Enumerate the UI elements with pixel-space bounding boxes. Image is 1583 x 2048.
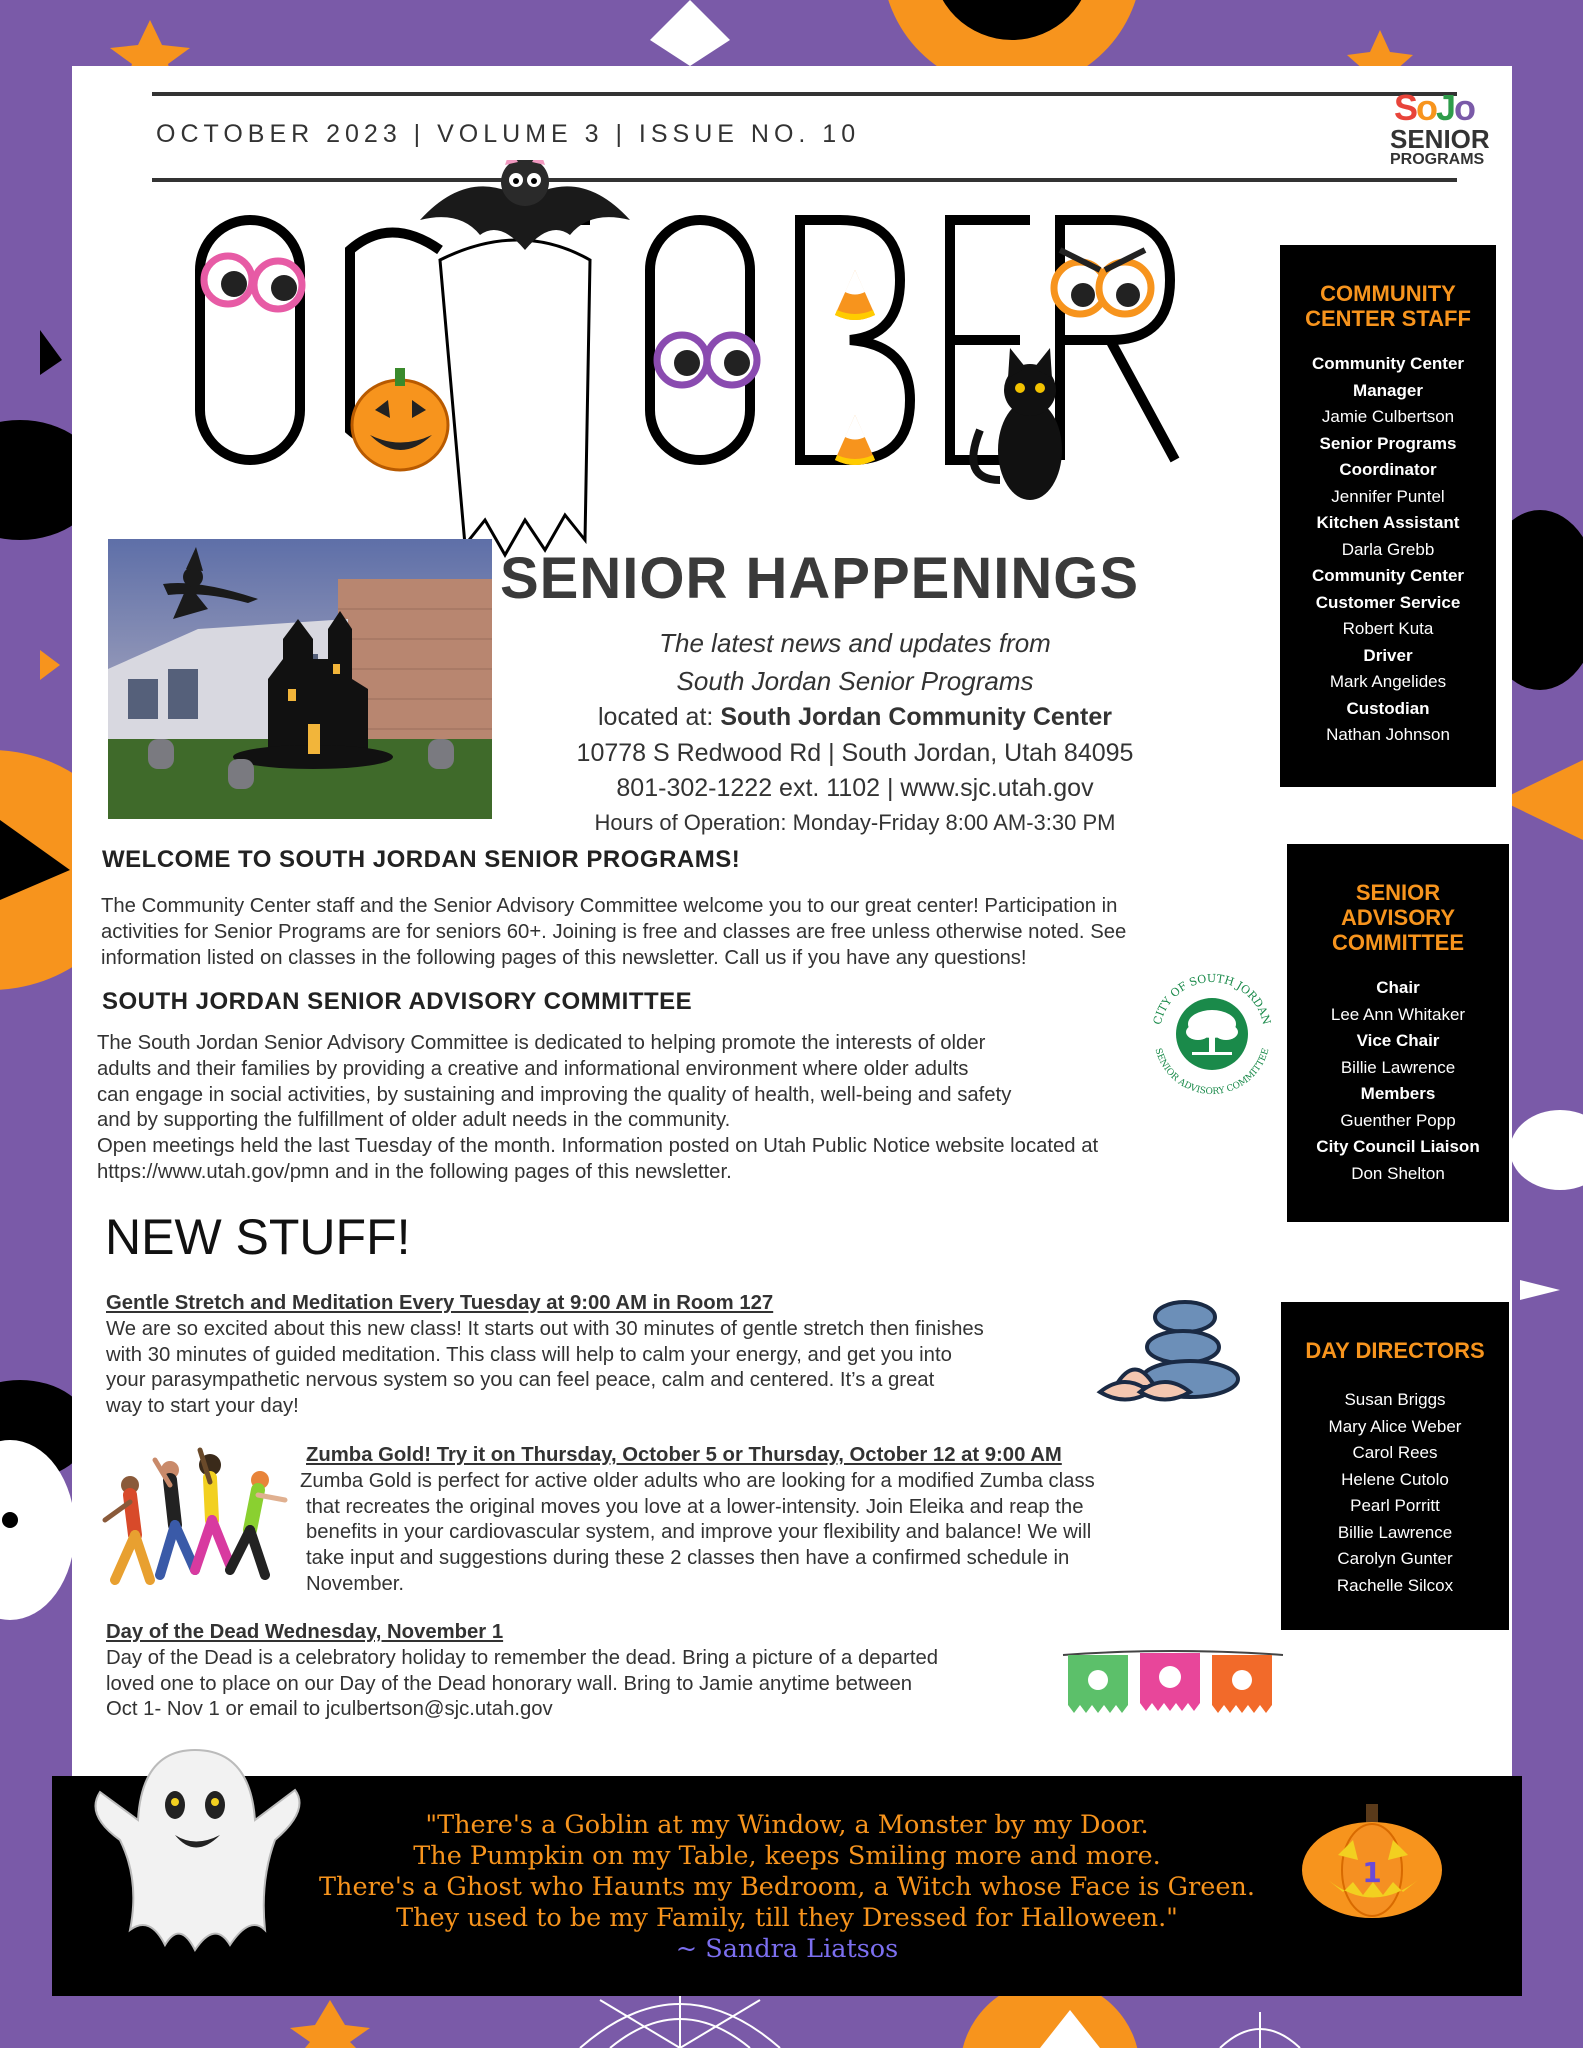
- sidebar-role: City Council Liaison: [1316, 1137, 1480, 1156]
- welcome-body: [101, 894, 1126, 971]
- header-top-rule: [152, 92, 1457, 96]
- item-line: way to start your day!: [106, 1395, 299, 1418]
- senior-happenings-title: SENIOR HAPPENINGS: [500, 546, 1139, 611]
- sidebar-role: Coordinator: [1339, 460, 1437, 479]
- staff-title-line: COMMUNITY: [1320, 281, 1456, 306]
- welcome-line: activities for Senior Programs are for seniors 60+. Joining is free and classes are free unless otherwise noted. See: [101, 920, 1127, 943]
- sidebar-person: Lee Ann Whitaker: [1330, 1004, 1466, 1024]
- sidebar-role: Manager: [1353, 380, 1423, 400]
- hours-line: Hours of Operation: Monday-Friday 8:00 AM-3:30 PM: [594, 810, 1116, 835]
- item-line: Oct 1- Nov 1 or email to jculbertson@sjc.utah.gov: [106, 1698, 553, 1721]
- seal-top-text: CITY OF SOUTH JORDAN: [1150, 971, 1274, 1027]
- sidebar-person: Don Shelton: [1351, 1163, 1445, 1183]
- page-number: 1: [1362, 1856, 1382, 1889]
- welcome-line: information listed on classes in the following pages of this newsletter. Call us if you have any questions!: [101, 946, 1027, 969]
- item-line: loved one to place on our Day of the Dead honorary wall. Bring to Jamie anytime between: [106, 1672, 913, 1695]
- sidebar-person: Carol Rees: [1352, 1443, 1438, 1462]
- bat-icon: [420, 160, 630, 250]
- sidebar-role: Members: [1360, 1084, 1436, 1103]
- sidebar-role: Customer Service: [1315, 592, 1461, 612]
- location-line: [500, 703, 1210, 732]
- committee-box-title: [1287, 880, 1509, 955]
- purple-eyes-icon: [657, 335, 757, 385]
- advisory-committee-seal: [1140, 962, 1285, 1107]
- logo-line1: SoJo: [1393, 87, 1475, 128]
- item-line: with 30 minutes of guided meditation. This class will help to calm your energy, and get you into: [106, 1343, 952, 1366]
- committee-title-line: COMMITTEE: [1332, 930, 1464, 955]
- item-zumba-gold: [300, 1443, 1095, 1598]
- sidebar-person: Guenther Popp: [1340, 1110, 1456, 1130]
- sidebar-person: Rachelle Silcox: [1336, 1575, 1454, 1595]
- sidebar-person: Carolyn Gunter: [1337, 1549, 1453, 1568]
- directors-box-title: DAY DIRECTORS: [1305, 1338, 1485, 1363]
- sidebar-role: Driver: [1363, 645, 1413, 665]
- poem-line: "There's a Goblin at my Window, a Monster by my Door.: [425, 1810, 1149, 1840]
- community-center-staff-box: [1280, 245, 1496, 787]
- phone-web-line: 801-302-1222 ext. 1102 | www.sjc.utah.gov: [616, 774, 1094, 802]
- tagline-line1: The latest news and updates from: [659, 628, 1051, 658]
- new-stuff-heading: NEW STUFF!: [105, 1209, 411, 1265]
- item-line: Day of the Dead is a celebratory holiday to remember the dead. Bring a picture of a departed: [106, 1646, 939, 1669]
- item-line: your parasympathetic nervous system so you can feel peace, calm and centered. It’s a great: [106, 1369, 935, 1392]
- advisory-line: The South Jordan Senior Advisory Committee is dedicated to helping promote the interests of older: [97, 1032, 986, 1054]
- logo-line3: PROGRAMS: [1390, 151, 1485, 168]
- sidebar-person: Darla Grebb: [1341, 539, 1435, 559]
- advisory-line: Open meetings held the last Tuesday of the month. Information posted on Utah Public Notice website located at: [97, 1135, 1099, 1158]
- item-line: take input and suggestions during these 2 classes then have a confirmed schedule in: [306, 1547, 1070, 1570]
- advisory-line: can engage in social activities, by sustaining and improving the quality of health, well-being and safety: [97, 1083, 1012, 1106]
- sidebar-person: Nathan Johnson: [1326, 725, 1450, 744]
- located-prefix: located at:: [598, 703, 721, 731]
- day-directors-box: [1281, 1302, 1509, 1630]
- item-title: Day of the Dead Wednesday, November 1: [106, 1621, 504, 1643]
- item-gentle-stretch: [106, 1291, 984, 1420]
- sidebar-person: Robert Kuta: [1342, 619, 1434, 638]
- haunted-house-image: [108, 539, 492, 819]
- sidebar-person: Mary Alice Weber: [1328, 1416, 1462, 1436]
- committee-title-line: SENIOR: [1355, 880, 1441, 905]
- advisory-heading: SOUTH JORDAN SENIOR ADVISORY COMMITTEE: [102, 988, 693, 1015]
- tagline-line2: South Jordan Senior Programs: [676, 666, 1034, 696]
- sidebar-person: Mark Angelides: [1329, 672, 1447, 691]
- advisory-line: adults and their families by providing a creative and informational environment where older adults: [97, 1057, 969, 1080]
- item-line: Zumba Gold is perfect for active older adults who are looking for a modified Zumba class: [300, 1469, 1095, 1492]
- sidebar-role: Vice Chair: [1356, 1031, 1440, 1050]
- item-line: November.: [306, 1572, 405, 1595]
- issue-line: OCTOBER 2023 | VOLUME 3 | ISSUE NO. 10: [156, 120, 861, 148]
- sidebar-role: Chair: [1376, 978, 1420, 997]
- sidebar-role: Senior Programs: [1319, 433, 1457, 453]
- staff-title-line: CENTER STAFF: [1305, 306, 1471, 331]
- jack-o-lantern-icon: [352, 368, 448, 470]
- sidebar-person: Jamie Culbertson: [1321, 407, 1455, 426]
- address-line: 10778 S Redwood Rd | South Jordan, Utah 84095: [576, 739, 1134, 767]
- sidebar-role: Kitchen Assistant: [1316, 513, 1460, 532]
- logo-line2: SENIOR: [1390, 124, 1490, 154]
- poem-line: There's a Ghost who Haunts my Bedroom, a Witch whose Face is Green.: [319, 1872, 1255, 1902]
- sidebar-role: Custodian: [1346, 698, 1430, 718]
- sidebar-person: Billie Lawrence: [1340, 1057, 1456, 1077]
- poem-author: ~ Sandra Liatsos: [675, 1934, 899, 1964]
- page-number-pumpkin-icon: [1298, 1800, 1448, 1920]
- sidebar-person: Billie Lawrence: [1337, 1522, 1453, 1542]
- sojo-senior-programs-logo: [1390, 87, 1490, 168]
- welcome-heading: WELCOME TO SOUTH JORDAN SENIOR PROGRAMS!: [102, 846, 741, 873]
- directors-list: [1281, 1387, 1509, 1599]
- sidebar-person: Pearl Porritt: [1350, 1496, 1440, 1515]
- staff-list: [1280, 351, 1496, 749]
- sidebar-role: Community Center: [1311, 566, 1465, 585]
- black-cat-icon: [973, 348, 1062, 500]
- committee-list: [1287, 975, 1509, 1187]
- item-title: Zumba Gold! Try it on Thursday, October 5 or Thursday, October 12 at 9:00 AM: [306, 1444, 1062, 1466]
- staff-box-title: [1280, 281, 1496, 331]
- sidebar-person: Jennifer Puntel: [1331, 486, 1445, 506]
- orange-eyes-icon: [1054, 250, 1151, 314]
- item-line: that recreates the original moves you love at a lower-intensity. Join Eleika and reap the: [306, 1495, 1084, 1518]
- candy-corn-icon: [835, 270, 875, 465]
- advisory-line: and by supporting the fulfillment of older adult needs in the community.: [97, 1109, 731, 1132]
- poem-line: They used to be my Family, till they Dressed for Halloween.": [396, 1903, 1178, 1933]
- advisory-line: https://www.utah.gov/pmn and in the following pages of this newsletter.: [97, 1160, 732, 1183]
- sidebar-person: Helene Cutolo: [1341, 1469, 1449, 1489]
- advisory-body: [97, 1031, 1098, 1186]
- october-title-art: [190, 160, 1230, 560]
- senior-advisory-committee-box: [1287, 844, 1509, 1222]
- pink-eyes-icon: [204, 256, 302, 309]
- location-name: South Jordan Community Center: [720, 703, 1112, 731]
- seal-bottom-text: SENIOR ADVISORY COMMITTEE: [1152, 1047, 1272, 1098]
- item-line: We are so excited about this new class! It starts out with 30 minutes of gentle stretch then finishes: [106, 1317, 984, 1340]
- committee-title-line: ADVISORY: [1340, 905, 1456, 930]
- item-day-of-the-dead: [106, 1620, 938, 1723]
- welcome-line: The Community Center staff and the Senior Advisory Committee welcome you to our great center! Participation in: [101, 895, 1118, 917]
- sidebar-role: Community Center: [1311, 354, 1465, 373]
- zen-stones-icon: [1095, 1292, 1250, 1412]
- item-title: Gentle Stretch and Meditation Every Tuesday at 9:00 AM in Room 127: [106, 1292, 774, 1314]
- item-line: benefits in your cardiovascular system, and improve your flexibility and balance! We will: [306, 1521, 1092, 1544]
- papel-picado-banner-icon: [1058, 1645, 1288, 1720]
- poem-line: The Pumpkin on my Table, keeps Smiling more and more.: [413, 1841, 1161, 1871]
- zumba-dancers-image: [100, 1440, 295, 1595]
- ghost-icon: [440, 240, 590, 555]
- sidebar-person: Susan Briggs: [1344, 1390, 1446, 1409]
- waving-ghost-image: [80, 1730, 310, 1960]
